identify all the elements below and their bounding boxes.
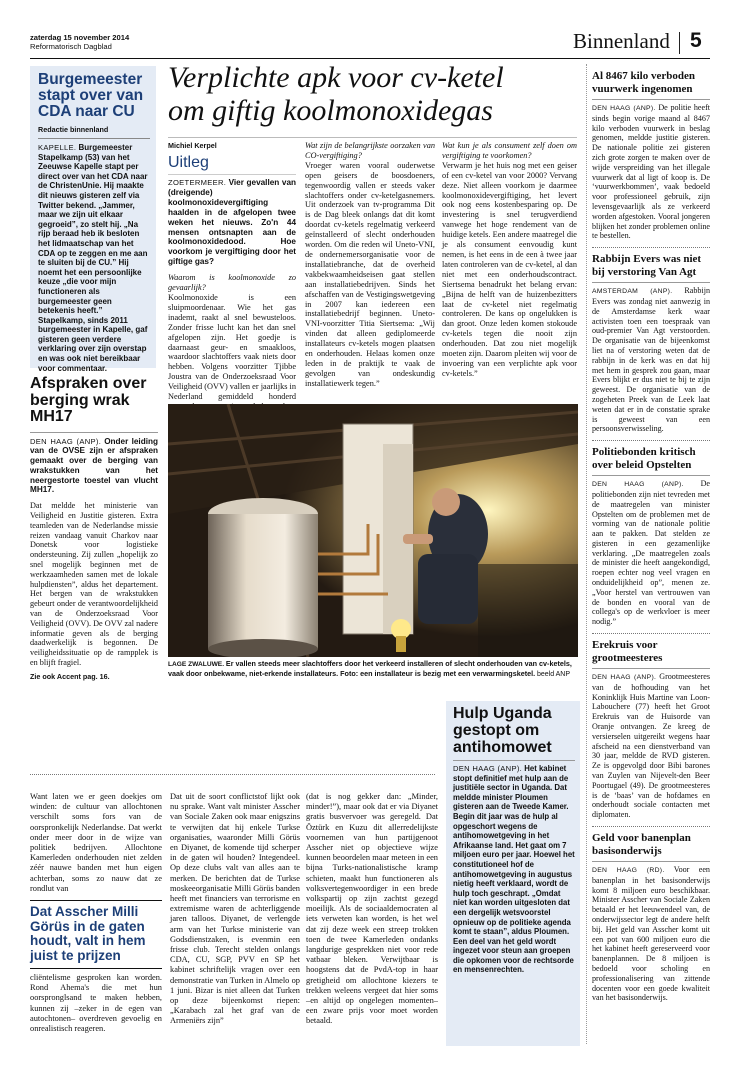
answer-1: Koolmonoxide is een sluipmoordenaar. Wie het gas inademt, raakt al snel bewusteloos. Zonder frisse lucht kan het dan snel afgelopen zijn. Het goedje is daarnaast geur- en smaakloos, waardoor slachtoffers vaak niets door hebben. Volgens voorzitter Tjibbe Joustra van de Onderzoeksraad Voor Veiligheid (OVV) vallen er jaarlijks in Nederland gemiddeld honderd xyxy=(168,292,296,402)
brief-3-body: De politiebonden zijn niet tevreden met de maatregelen van minister Opstelten om de problemen met de vorming van de nationale politie aan te pakken. Dat stelden ze gisteren in een gezamenlijke verklaring. „De maatregelen zoals de minister die heeft aangekondigd, roepen echter nog veel vragen en onduidelijkheid op”, menen ze. „Voor herstel van vertrouwen van de bonden en vooral van de collega's op de werkvloer is meer nodig.” xyxy=(592,479,710,627)
main-headline-line-2: om giftig koolmonoxidegas xyxy=(168,94,493,127)
opinion-col-3 xyxy=(306,792,438,1027)
headline-rule xyxy=(168,137,577,138)
brief-4-body: Grootmeesteres van de hofhouding van het Koninklijk Huis Martine van Loon-Labouchere (77) heeft het Groot Erekruis van de Huisorde van Oranje ontvangen. Ze kreeg de versierselen uitgereikt wegens haar afscheid na een dienstverband van 30 jaar, meldde de RVD gisteren. Ze is opgevolgd door Bibi barones van Zuylen van Nijevelt-den Beer Poortugael (49). De grootmeesteres is de ‘baas’ van de hofdames en onderhoudt sociale contacten met diplomaten. xyxy=(592,672,711,820)
brief-5-body: Voor een banenplan in het basisonderwijs komt 8 miljoen euro beschikbaar. Minister Asscher van Sociale Zaken betaald er het leeuwendeel van, de onderwijssector legt de andere helft bij. Het geld van Asscher komt uit een pot van 600 miljoen euro die het kabinet heeft gereserveerd voor banenplannen. De 8 miljoen is bedoeld voor scholing en professionalisering van zittende docenten voor een goede kwaliteit van het basisonderwijs. xyxy=(592,865,710,1003)
main-col-3 xyxy=(442,141,577,379)
mh17-article xyxy=(30,376,158,681)
brief-2-place: AMSTERDAM (ANP). xyxy=(592,288,673,296)
caption-label: LAGE ZWALUWE. xyxy=(168,661,225,668)
main-col-2 xyxy=(305,141,435,389)
question-3: Wat kun je als consument zelf doen om vergiftiging te voorkomen? xyxy=(442,141,577,160)
opinion-col-1 xyxy=(30,792,162,1034)
bottom-divider xyxy=(30,774,435,775)
caption-text: Er vallen steeds meer slachtoffers door het verkeerd installeren of slecht onderhouden van cv-ketels, vaak door onbekwame, niet-erkende installateurs. Foto: een installateur is bezig met een verwarmingsketel. xyxy=(168,659,572,679)
main-lead: Vier gevallen van (dreigende) koolmonoxidevergiftiging haalden in de afgelopen twee weken het nieuws. Zo'n 44 mensen ontsnapten aan de koolmonoxidedood. Hoe voorkom je vergiftiging door het giftige gas? xyxy=(168,178,296,267)
opinion-col-1-text: Want laten we er geen doekjes om winden: de cultuur van allochtonen verschilt soms fors van de oorspronkelijk Nederlandse. Dat werkt onder meer door in de wijze van politiek bedrijven. Allochtone Kamerleden onderhouden niet zelden zéér nauwe banden met hun eigen achterban, soms zo nauw dat ze rondlut van xyxy=(30,792,162,893)
brief-4-title: Erekruis voor grootmeesteres xyxy=(592,639,663,665)
photo-caption xyxy=(168,659,578,679)
date: zaterdag 15 november 2014 xyxy=(30,33,130,42)
left-box-byline: Redactie binnenland xyxy=(38,125,109,134)
main-headline-line-1: Verplichte apk voor cv-ketel xyxy=(168,61,504,94)
page-number: 5 xyxy=(690,29,702,52)
opinion-col-2-text: Dat uit de soort conflictstof lijkt ook nu sprake. Want valt minister Asscher van Sociale Zaken ook maar enigszins te verwijten dat hij enkele Turkse organisaties, waaronder Milli Görüs en Diyanet, de komende tijd scherper in de gaten wil houden? Integendeel. Op deze clubs valt van alles aan te merken. De berichten dat de Turkse moskeeorganisatie Milli Görüs banden heeft met financiers van terrorisme en extremisme waren de achterliggende jaren talloos. Diyanet, de verlengde arm van het Turkse ministerie van Godsdienstzaken, is evenmin een frisse club. Terecht stelden onlangs CDA, CU, SGP, PVV en SP het kabinet schriftelijk vragen over een demonstratie van Turken in Almelo op 1 juni. Bizar is niet alleen dat Turken op deze bijeenkomst riepen: „Karabach zal het graf van de Armeniërs zijn” xyxy=(170,792,300,1026)
main-headline xyxy=(168,61,578,127)
brief-5-title: Geld voor banenplan basisonderwijs xyxy=(592,832,691,858)
opinion-col-2 xyxy=(170,792,300,1027)
right-column-divider xyxy=(586,64,587,1044)
opinion-col-3-text: (dat is nog gekker dan: „Minder, minder!”), maar ook dat er via Diyanet gratis busvervoer was geregeld. Dat Öztürk en Kuzu dit allerredelijkste voornemen van hun partijgenoot Asscher niet op objectieve wijze kunnen beoordelen maar meteen in een bijna Turks-nationalistische kramp schieten, maakt hun functioneren als volksvertegenwoordiger in een brede volkspartij op zijn zachtst gezegd moeilijk. Als de sociaaldemocraten al iets verweten kan worden, is het wel dat zij deze week een streep trokken toen de twee Kamerleden ondanks langdurige gesprekken niet voor rede vatbaar bleken. Verwijtbaar is hoogstens dat de PvdA-top in haar gretigheid om allochtone kiezers te trekken weleens vergeet dat hier soms –en altijd op ongelegen momenten– een zware prijs voor moet worden betaald. xyxy=(306,792,438,1026)
brief-2-body: Rabbijn Evers was zondag niet aanwezig in de Amsterdamse kerk waar activisten toen een toespraak van oud-premier Van Agt verstoorden. De organisatie van de bijeenkomst liet na of verstoring weten dat de rabbijn in de kerk was en dat hij met hem in gesprek zou gaan, maar Evers blijkt er dus niet te bij te zijn geweest. De organisatie van de zogeheten Preek van de Leek laat weten dat er in de constatie sprake is geweest van een persoonsverwisseling. xyxy=(592,286,710,434)
brief-4-place: DEN HAAG (ANP). xyxy=(592,674,657,682)
section-title: Binnenland xyxy=(573,29,670,53)
question-2: Wat zijn de belangrijkste oorzaken van CO-vergiftiging? xyxy=(305,141,435,160)
paper-name: Reformatorisch Dagblad xyxy=(30,42,112,51)
pull-quote: Dat Asscher Milli Görüs in de gaten houdt, valt in hem juist te prijzen xyxy=(30,904,146,963)
brief-5-place: DEN HAAG (RD). xyxy=(592,867,665,875)
left-box-body: Burgemeester Stapelkamp (53) van het Zeeuwse Kapelle stapt per direct over van het CDA naar de ChristenUnie. Hij maakte dit nieuws gisteren zelf via Twitter bekend. „Jammer, maar we zijn uit elkaar gegroeid”, zo stelt hij. „Na rijp beraad heb ik besloten het lidmaatschap van het CDA op te zeggen en me aan te sluiten bij de CU.” Hij noemt het een persoonlijke keuze „die voor mijn functioneren als burgemeester geen betekenis heeft.” Stapelkamp, sinds 2011 burgemeester in Kapelle, gaf gisteren geen verdere verklaring over zijn overstap en was ook niet bereikbaar voor commentaar. xyxy=(38,143,148,373)
question-1: Waarom is koolmonoxide zo gevaarlijk? xyxy=(168,273,296,293)
uganda-place: DEN HAAG (ANP). xyxy=(453,764,523,773)
masthead-rule xyxy=(30,58,710,59)
brief-1-title: Al 8467 kilo verboden vuurwerk ingenomen xyxy=(592,70,695,95)
brief-2-title: Rabbijn Evers was niet bij verstoring Van Agt xyxy=(592,253,702,279)
masthead-divider xyxy=(679,32,680,54)
brief-1-body: De politie heeft sinds begin vorige maand al 8467 kilo verboden vuurwerk in beslag genomen, meldde justitie gisteren. De nationale politie zei gisteren zich grote zorgen te maken over de wijde verspreiding van het illegale vuurwerk dat al ligt of koop is. De ‘vuurwerkbommen’, vaak bedoeld voor professioneel gebruik, zijn levensgevaarlijk als ze verkeerd worden afgestoken. Vooral jongeren blijken het zonder problemen online te bestellen. xyxy=(592,103,711,241)
brief-3-title: Politiebonden kritisch over beleid Opstelten xyxy=(592,446,696,472)
brief-1-place: DEN HAAG (ANP). xyxy=(592,105,656,112)
caption-credit: beeld ANP xyxy=(536,671,571,679)
mh17-see-also: Zie ook Accent pag. 16. xyxy=(30,671,110,681)
mh17-lead: Onder leiding van de OVSE zijn er afspraken gemaakt over de berging van wrakstukken van het neergestorte toestel van vlucht MH17. xyxy=(30,436,158,495)
boiler-installer-photo xyxy=(168,404,578,657)
uitleg-label: Uitleg xyxy=(168,154,296,175)
left-box-place: KAPELLE. xyxy=(38,143,77,152)
answer-3: Verwarm je het huis nog met een geiser of een cv-ketel van voor 2000? Vervang deze. Niet alleen voorkom je daarmee koolmonoxidevergiftiging, het levert ook nog eens kostenbesparing op. De investering is snel terugverdiend vanwege het hoge rendement van de huidige ketels. Een andere maatregel die je als consument eenvoudig kunt nemen, is het eens in de een à twee jaar laten controleren van de cv-ketel, al dan niet met een onderhoudscontract. Siertsema benadrukt het belang ervan: „Bijna de helft van de huizenbezitters laat de cv-ketel niet regelmatig controleren. De kans op ongelukken is dan groot. Onze leden komen stokoude cv-ketels tegen die nooit zijn onderhouden. Dat zou niet mogelijk moeten zijn. Daarom pleiten wij voor de invoering van een verplichte apk voor cv-ketels.” xyxy=(442,160,577,378)
answer-2: Vroeger waren vooral ouderwetse open geisers de boosdoeners, tegenwoordig vallen er steeds vaker slachtoffers onder cv-ketelgasnemers. Uit onderzoek van tv-programma Dit is de Dag bleek onlangs dat dit komt doordat cv-ketels regelmatig verkeerd geïnstalleerd of slecht onderhouden worden. Om die reden wil Uneto-VNI, de ondernemersorganisatie voor de installatiebranche, dat de overheid vakbekwaamheidseisen gaat stellen aan installatiebedrijven. Sinds het afschaffen van de Vestigingswetgeving in 2007 kan iedereen een installatiebedrijf beginnen. Uneto-VNI-voorzitter Titia Siertsema: „Wij vinden dat alleen gediplomeerde installateurs cv-ketels mogen plaatsen en onderhouden. Helaas komen onze leden in de praktijk te vaak de gevolgen van ondeskundig installatiewerk tegen.” xyxy=(305,160,435,388)
mh17-place: DEN HAAG (ANP). xyxy=(30,436,102,446)
masthead-date xyxy=(30,33,129,51)
mh17-body: Dat meldde het ministerie van Veiligheid en Justitie gisteren. Extra teamleden van de Nederlandse missie reizen vandaag vanuit Charkov naar Donetsk voor logistieke ondersteuning. Zij zullen „hopelijk zo snel mogelijk beginnen met de werkzaamheden samen met de lokale hulpdiensten”, aldus het departement. Het bergen van de wrakstukken gebeurt onder de verantwoordelijkheid van de Onderzoeksraad Voor Veiligheid (OVV). De OVV zal nadere informatie geven als de berging daadwerkelijk is begonnen. De veiligheidssituatie op de rampplek is en blijft fragiel. xyxy=(30,501,158,668)
right-column xyxy=(592,70,710,1003)
main-byline: Michiel Kerpel xyxy=(168,141,217,150)
left-news-box xyxy=(30,66,156,373)
main-photo xyxy=(168,404,578,657)
opinion-col-1b-text: cliëntelisme gesproken kan worden. Rond Ahema's die met hun oorspronglsand te maken hebben, kunnen zij –zeker in de egen van autochtonen– overdreven gevoelig en onrealistisch reageren. xyxy=(30,973,162,1034)
mh17-title: Afspraken over berging wrak MH17 xyxy=(30,375,147,425)
brief-3-place: DEN HAAG (ANP). xyxy=(592,481,684,489)
uganda-body: Het kabinet stopt definitief met hulp aan de justitiële sector in Uganda. Dat meldde minister Ploumen gisteren aan de Tweede Kamer. Begin dit jaar was de hulp al opgeschort wegens de antihomowetgeving in het Afrikaanse land. Het gaat om 7 miljoen euro per jaar. Hoewel het constitutioneel hof de antihomowetgeving in augustus nietig heeft verklaard, wordt de hulp toch geschrapt. „Omdat niet kan worden uitgesloten dat een dergelijk wetsvoorstel opnieuw op de politieke agenda komt te staan”, aldus Ploumen. Een deel van het geld wordt ingezet voor steun aan groepen die opkomen voor de rechtsorde en mensenrechten. xyxy=(453,764,575,975)
main-col-1 xyxy=(168,141,296,422)
left-box-title: Burgemeester stapt over van CDA naar CU xyxy=(38,71,144,120)
uganda-title: Hulp Uganda gestopt om antihomowet xyxy=(453,705,552,756)
main-place: ZOETERMEER. xyxy=(168,178,227,187)
uganda-box xyxy=(446,701,580,1046)
